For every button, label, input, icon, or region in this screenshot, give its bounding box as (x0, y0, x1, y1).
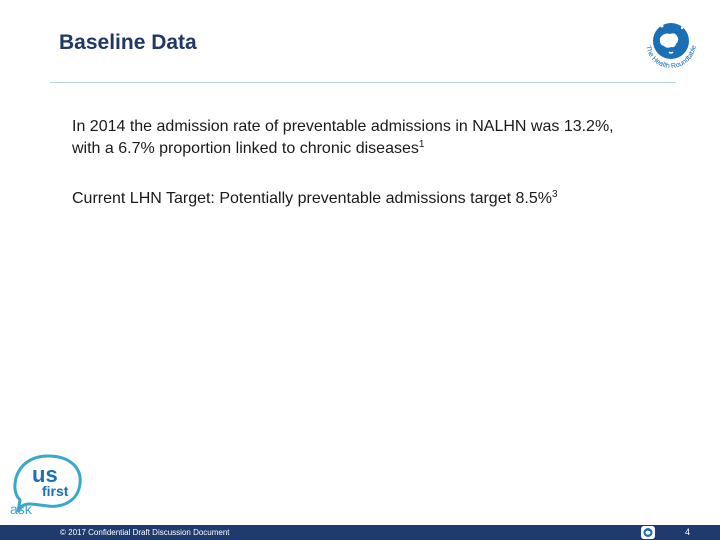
logo-first-text: first (42, 483, 69, 499)
title-divider (50, 82, 676, 83)
health-roundtable-logo (640, 12, 702, 74)
ask-us-first-logo (8, 452, 88, 518)
logo-us-text: us (32, 462, 58, 487)
page-number: 4 (684, 527, 690, 537)
logo-top-text: The Health Roundtable (644, 44, 698, 71)
footer-bar (0, 525, 720, 540)
footer-copyright: © 2017 Confidential Draft Discussion Document (60, 528, 230, 537)
logo-ask-text: ask (10, 501, 32, 517)
slide-title: Baseline Data (59, 31, 197, 54)
paragraph-admission-rate: In 2014 the admission rate of preventable admissions in NALHN was 13.2%, with a 6.7% proportion linked to chronic diseases$^1$ (72, 118, 614, 157)
footnote-ref-3: 3 (551, 189, 558, 200)
globe-icon (641, 526, 655, 539)
footnote-ref-1: 1 (418, 139, 425, 150)
paragraph-lhn-target: Current LHN Target: Potentially preventable admissions target 8.5%$^3$ (72, 189, 558, 207)
body-text (72, 116, 632, 210)
